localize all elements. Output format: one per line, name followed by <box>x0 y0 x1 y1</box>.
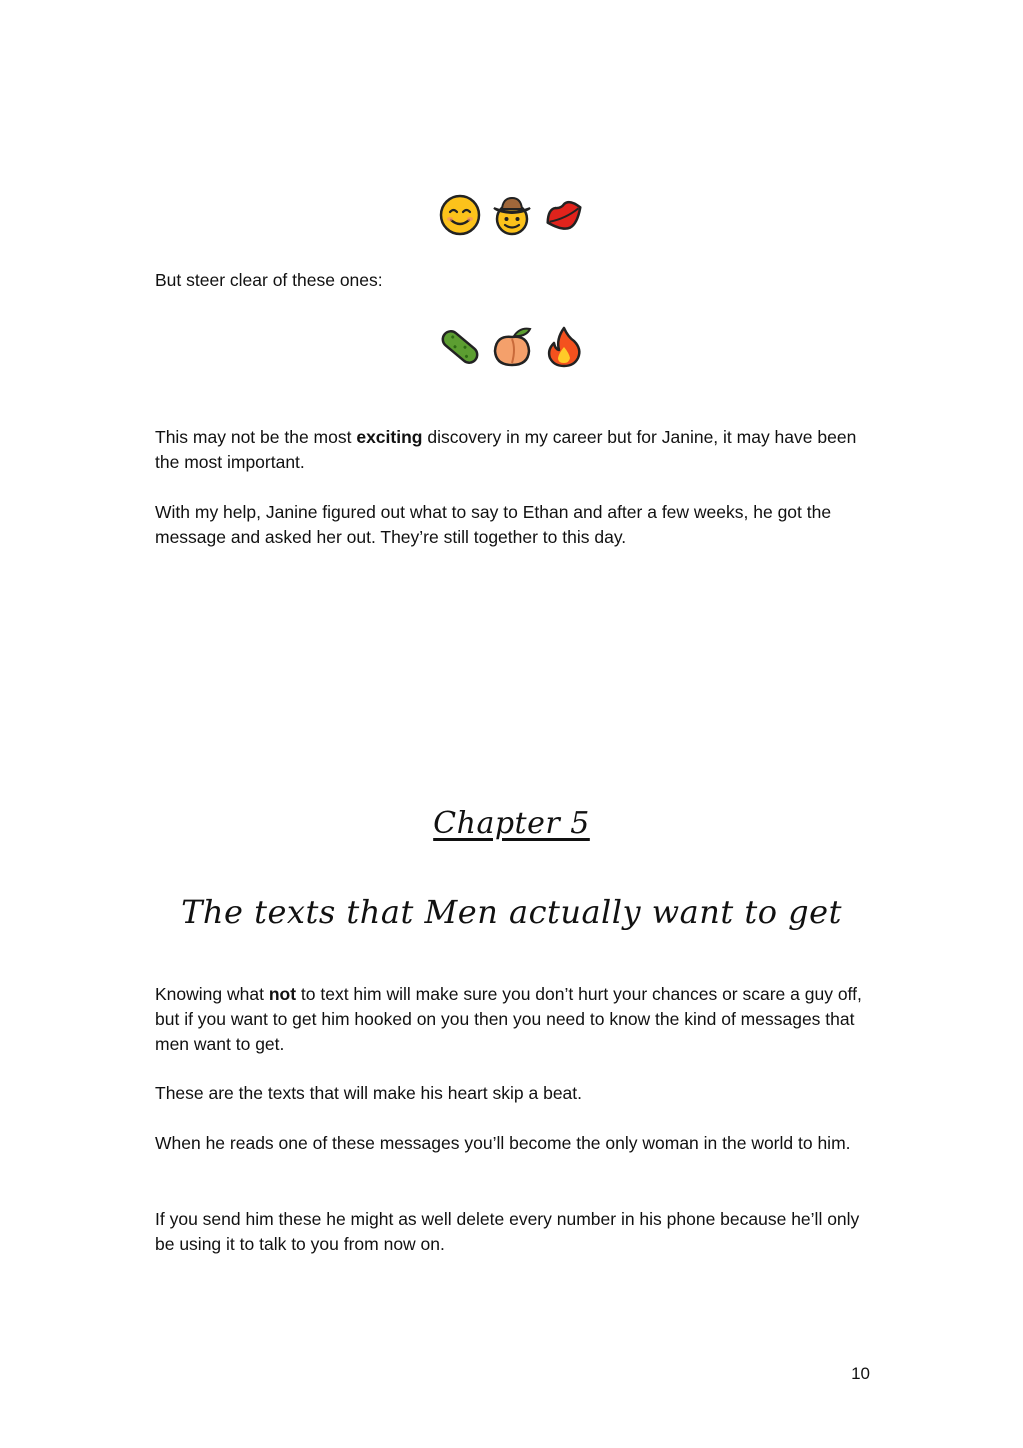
peach-icon <box>490 325 534 369</box>
reads-paragraph: When he reads one of these messages you’ll become the only woman in the world to him. <box>155 1133 851 1153</box>
kiss-mark-icon <box>542 193 586 237</box>
fire-icon <box>542 325 586 369</box>
cowboy-face-icon <box>490 193 534 237</box>
knowing-paragraph <box>155 982 875 1057</box>
page-number: 10 <box>851 1364 870 1383</box>
discovery-text-start: This may not be the most <box>155 427 357 447</box>
knowing-text-start: Knowing what <box>155 984 269 1004</box>
smiling-face-icon <box>438 193 482 237</box>
chapter-subtitle: The texts that Men actually want to get <box>181 893 842 931</box>
recommended-emoji-row <box>0 193 1023 237</box>
knowing-text-end: to text him will make sure you don’t hurt your chances or scare a guy off, but if you want to get him hooked on you then you need to know the kind of messages that men want to get. <box>155 984 862 1054</box>
cucumber-icon <box>438 325 482 369</box>
avoid-emoji-row <box>0 325 1023 369</box>
steer-clear-text: But steer clear of these ones: <box>155 270 383 290</box>
discovery-bold-word: exciting <box>356 427 423 447</box>
heart-paragraph: These are the texts that will make his heart skip a beat. <box>155 1083 583 1103</box>
chapter-title: Chapter 5 <box>433 806 590 841</box>
discovery-paragraph <box>155 425 875 475</box>
send-paragraph: If you send him these he might as well delete every number in his phone because he’ll only be using it to talk to you from now on. <box>155 1209 860 1254</box>
help-paragraph: With my help, Janine figured out what to say to Ethan and after a few weeks, he got the message and asked her out. They’re still together to this day. <box>155 502 832 547</box>
discovery-text-end: discovery in my career but for Janine, it may have been the most important. <box>155 427 857 472</box>
knowing-bold-word: not <box>268 984 297 1004</box>
